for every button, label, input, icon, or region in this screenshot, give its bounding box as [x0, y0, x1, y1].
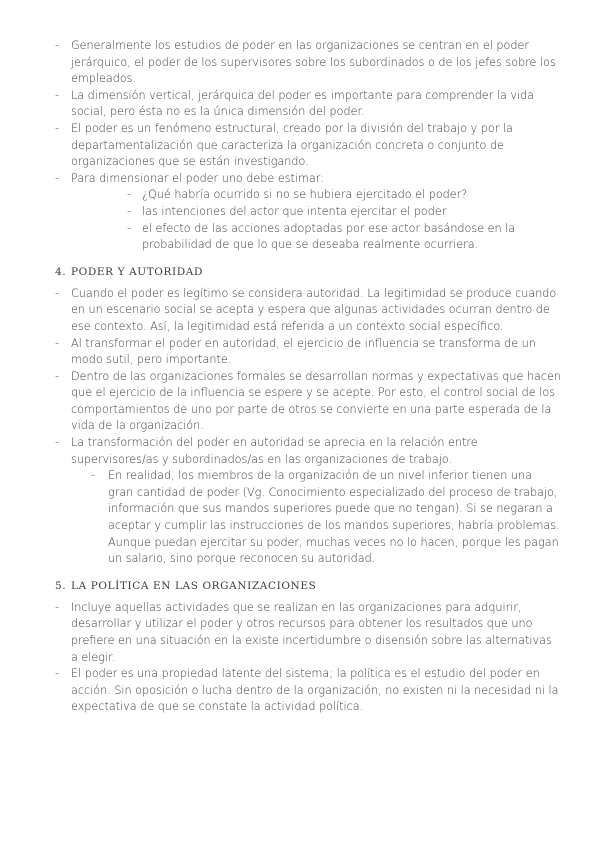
bullet-text: Cuando el poder es legítimo se considera autoridad. La legitimidad se produce cuando en un escenario social se acepta y espera que algunas actividades ocurran dentro de ese contexto. Así, la legitimidad está referida a un contexto social específico. [71, 286, 557, 333]
bullet-item [0, 38, 600, 88]
bullet-dash: - [55, 39, 60, 52]
section-number: 5. [55, 579, 67, 592]
bullet-text: La dimensión vertical, jerárquica del poder es importante para comprender la vida social, pero ésta no es la única dimensión del poder. [71, 88, 535, 119]
bullet-dash: - [127, 188, 132, 202]
bullet-item [0, 666, 600, 716]
bullet-dash: - [55, 600, 60, 614]
sub-bullet-item [0, 204, 600, 221]
bullet-item [0, 369, 600, 435]
bullet-text: Dentro de las organizaciones formales se desarrollan normas y expectativas que hacen que el ejercicio de la influencia se espere y se acepte. Por esto, el control social de los comportamientos de uno por parte de otros se convierte en una parte esperada de la vida de la organización. [71, 369, 561, 433]
bullet-dash: - [91, 469, 96, 483]
bullet-item [0, 435, 600, 468]
bullet-dash: - [55, 171, 60, 185]
bullet-item [0, 171, 600, 188]
bullet-dash: - [55, 286, 60, 300]
sub-bullet-item [0, 187, 600, 204]
bullet-text: La transformación del poder en autoridad se aprecia en la relación entre supervisores/as y subordinados/as en las organizaciones de trabajo. [71, 436, 478, 466]
bullet-text: Generalmente los estudios de poder en las organizaciones se centran en el poder jerárquico, el poder de los supervisores sobre los subordinados o de los jefes sobre los empleados. [71, 39, 556, 86]
sub-bullet-item [0, 221, 600, 254]
bullet-dash: - [55, 369, 60, 383]
bullet-text: El poder es un fenómeno estructural, creado por la división del trabajo y por la departamentalización que caracteriza la organización concreta o conjunto de organizaciones que se están investigando. [71, 121, 513, 169]
bullet-text: El poder es una propiedad latente del sistema; la política es el estudio del poder en acción. Sin oposición o lucha dentro de la organización, no existen ni la necesidad ni la expectativa de que se constate la actividad política. [71, 667, 559, 714]
bullet-item [0, 121, 600, 171]
section-heading-politica [0, 578, 600, 594]
bullet-dash: - [55, 667, 60, 681]
bullet-dash: - [55, 336, 60, 350]
sub-bullet-text: el efecto de las acciones adoptadas por ese actor basándose en la probabilidad de que lo que se deseaba realmente ocurriera. [142, 221, 516, 252]
sub-bullet-text: las intenciones del actor que intenta ejercitar el poder [142, 204, 447, 218]
sub-bullet-item [0, 468, 600, 568]
bullet-item [0, 88, 600, 121]
bullet-text: Para dimensionar el poder uno debe estimar: [71, 171, 324, 185]
bullet-dash: - [55, 121, 60, 135]
bullet-dash: - [55, 436, 60, 450]
bullet-item [0, 286, 600, 336]
section-title: PODER Y AUTORIDAD [71, 265, 203, 278]
sub-bullet-text: ¿Qué habría ocurrido si no se hubiera ejercitado el poder? [142, 188, 468, 202]
bullet-text: Al transformar el poder en autoridad, el ejercicio de influencia se transforma de un modo sutil, pero importante. [71, 336, 536, 367]
bullet-dash: - [127, 204, 132, 218]
bullet-text: Incluye aquellas actividades que se realizan en las organizaciones para adquirir, desarrollar y utilizar el poder y otros recursos para obtener los resultados que uno prefiere en una situación en la existe incertidumbre o disensión sobre las alternativas a elegir. [71, 600, 552, 664]
section-number: 4. [55, 265, 67, 278]
bullet-item [0, 336, 600, 369]
bullet-dash: - [127, 221, 132, 235]
document-page [0, 38, 600, 716]
section-title: LA POLÍTICA EN LAS ORGANIZACIONES [71, 579, 317, 592]
sub-bullet-text: En realidad, los miembros de la organización de un nivel inferior tienen una gran cantidad de poder (Vg. Conocimiento especializado del proceso de trabajo, información que sus mandos superiores puede que no tengan). Si se negaran a aceptar y cumplir las instrucciones de los mandos superiores, habría problemas. Aunque puedan ejercitar su poder, muchas veces no lo hacen, porque les pagan un salario, sino porque reconocen su autoridad. [108, 469, 560, 566]
bullet-item [0, 600, 600, 666]
bullet-dash: - [55, 88, 60, 102]
section-heading-poder-autoridad [0, 264, 600, 280]
